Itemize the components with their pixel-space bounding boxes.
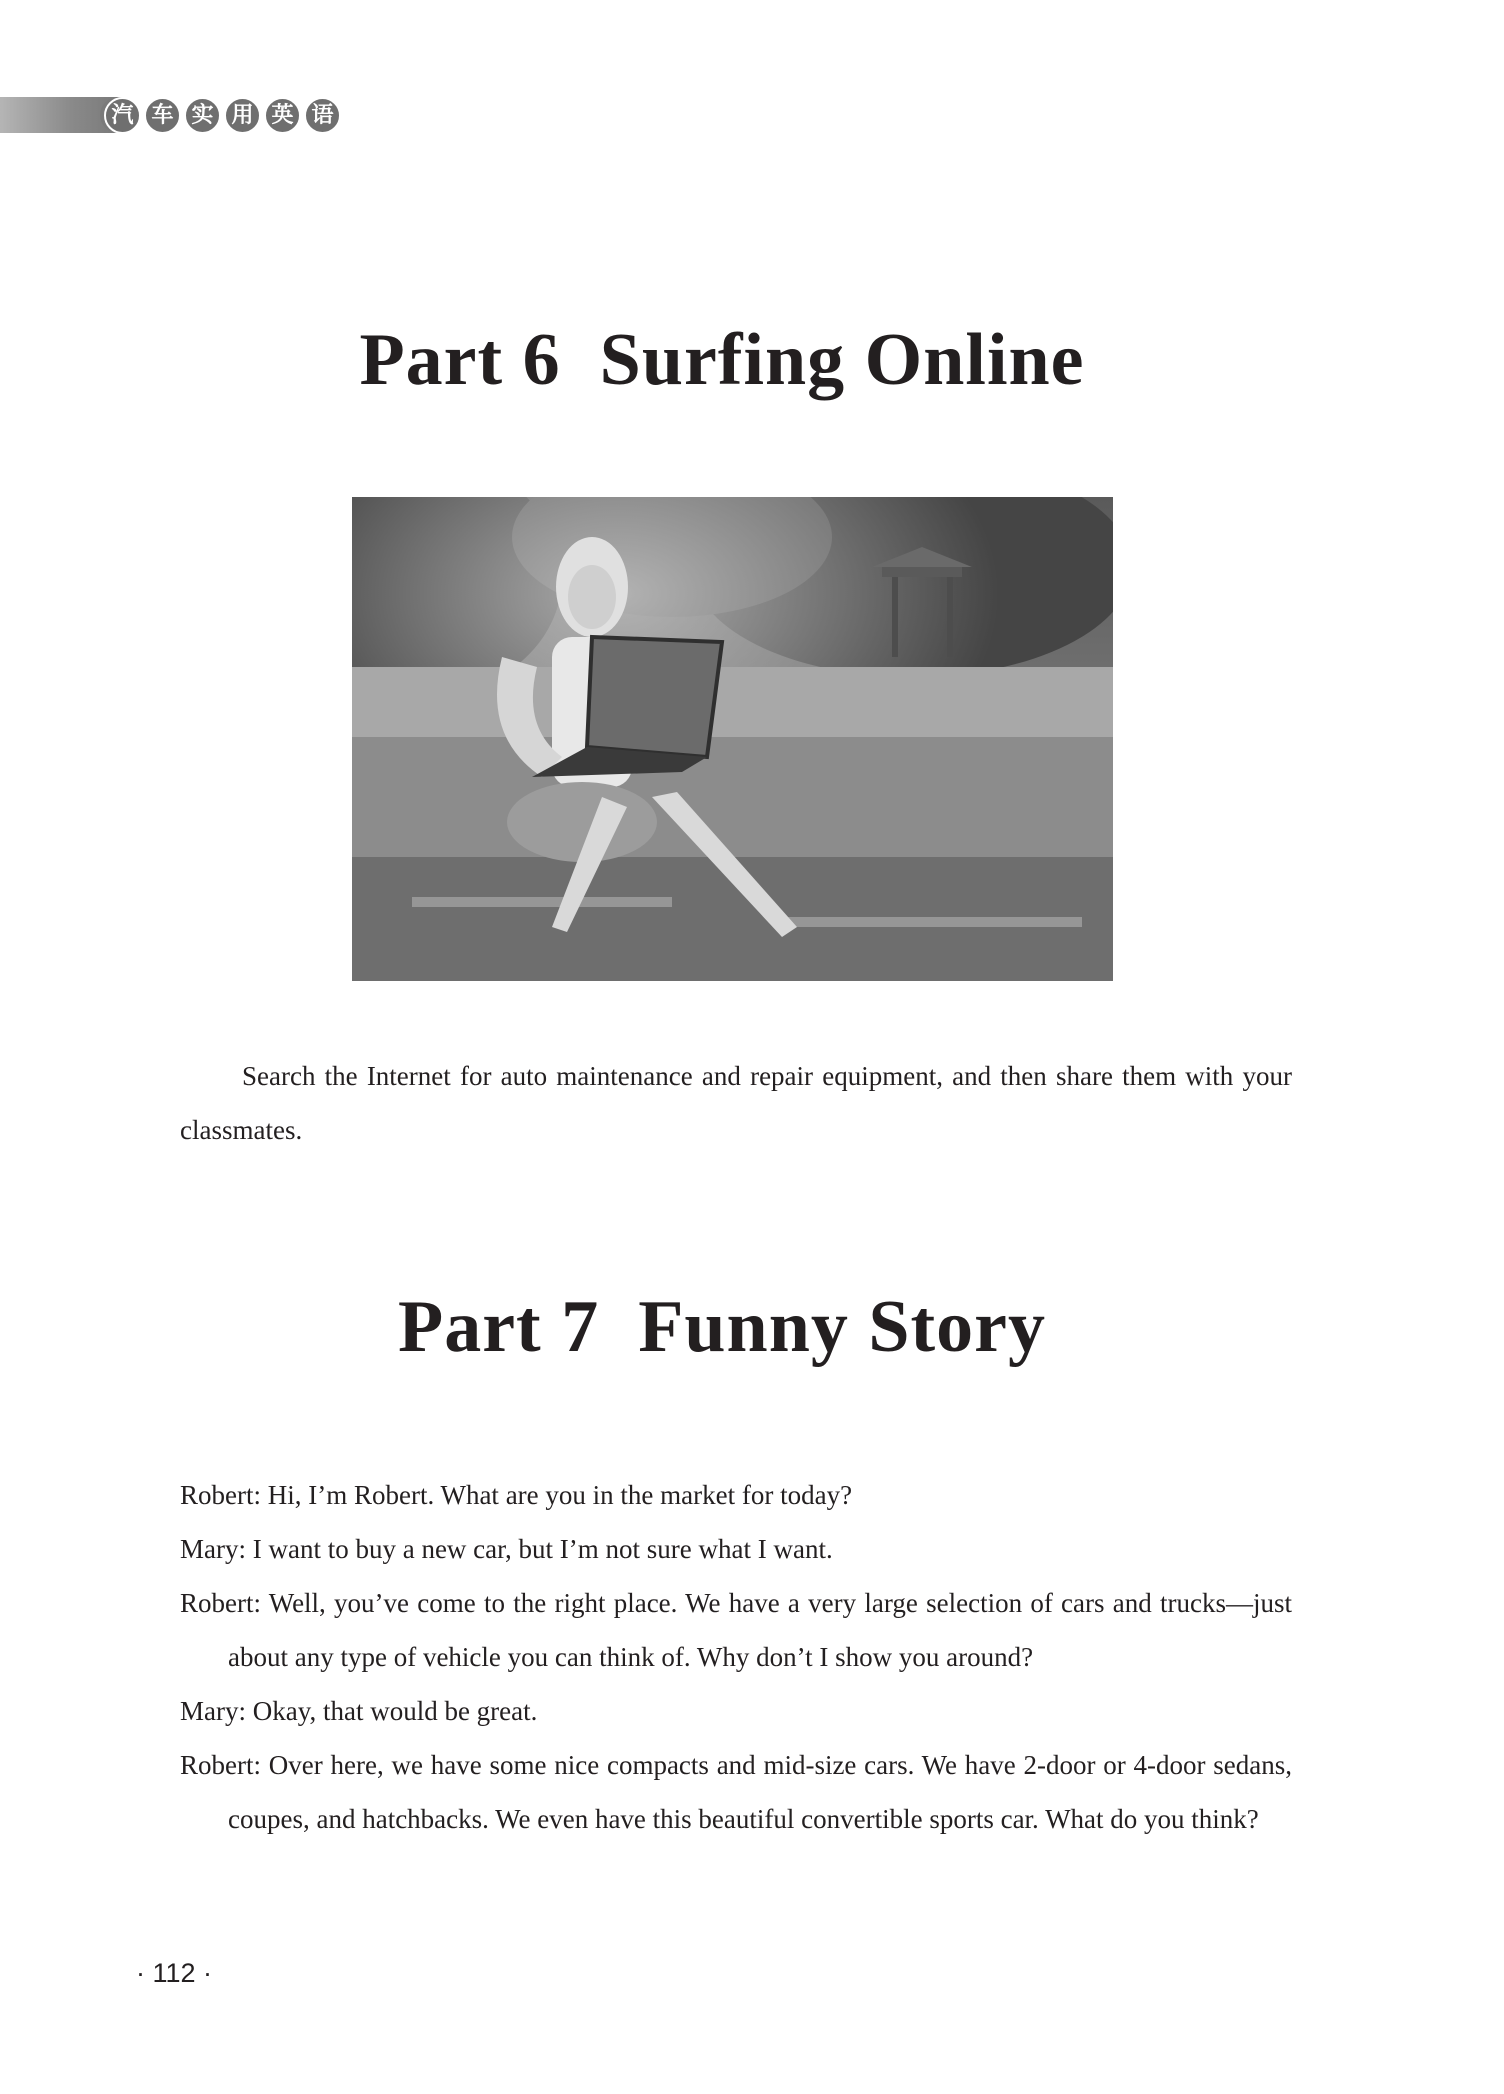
header-title-char: 汽	[104, 97, 141, 134]
header-title-char: 车	[144, 97, 181, 134]
dialogue-line: Robert: Hi, I’m Robert. What are you in the market for today?	[180, 1480, 853, 1510]
header-title-char: 实	[184, 97, 221, 134]
section-heading-part-7: Part 7 Funny Story	[398, 1286, 1046, 1368]
header-title-char: 英	[264, 97, 301, 134]
dialogue-line: Mary: Okay, that would be great.	[180, 1696, 538, 1726]
dialogue	[180, 1468, 1292, 1846]
part-6-instruction: Search the Internet for auto maintenance and repair equipment, and then share them with your classmates.	[180, 1061, 1292, 1145]
running-header-book-title	[104, 97, 341, 133]
dialogue-line: Robert: Over here, we have some nice compacts and mid-size cars. We have 2-door or 4-door sedans, coupes, and hatchbacks. We even have this beautiful convertible sports car. What do you think?	[180, 1750, 1292, 1834]
header-title-char: 用	[224, 97, 261, 134]
dialogue-line: Robert: Well, you’ve come to the right place. We have a very large selection of cars and trucks—just about any type of vehicle you can think of. Why don’t I show you around?	[180, 1588, 1292, 1672]
page-number: · 112 ·	[136, 1958, 213, 1988]
section-heading-part-6: Part 6 Surfing Online	[359, 319, 1085, 401]
dialogue-line: Mary: I want to buy a new car, but I’m not sure what I want.	[180, 1534, 833, 1564]
header-title-char: 语	[304, 97, 341, 134]
photo-woman-with-laptop	[352, 497, 1113, 981]
